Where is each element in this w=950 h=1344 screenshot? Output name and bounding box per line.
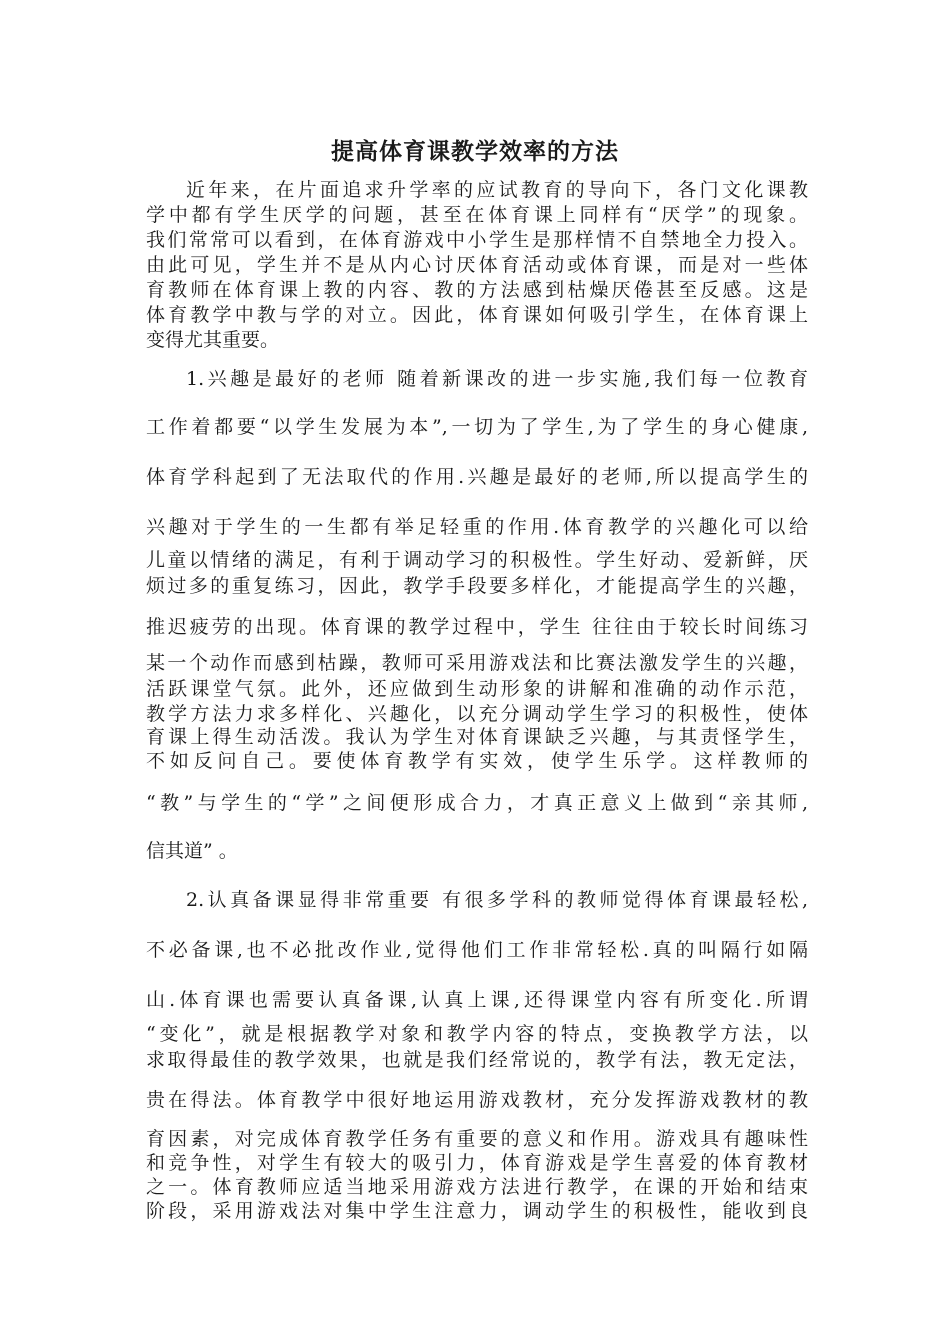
text-line: 推迟疲劳的出现。体育课的教学过程中，学生 往往由于较长时间练习 <box>146 616 808 638</box>
text-line: 育因素，对完成体育教学任务有重要的意义和作用。游戏具有趣味性 <box>146 1128 808 1150</box>
text-line: 育课上得生动活泼。我认为学生对体育课缺乏兴趣，与其责怪学生， <box>146 726 808 748</box>
page-title: 提高体育课教学效率的方法 <box>331 138 619 165</box>
text-line: 阶段，采用游戏法对集中学生注意力，调动学生的积极性，能收到良 <box>146 1200 808 1222</box>
text-line: 某一个动作而感到枯躁，教师可采用游戏法和比赛法激发学生的兴趣， <box>146 652 808 674</box>
text-line: 兴趣对于学生的一生都有举足轻重的作用.体育教学的兴趣化可以给 <box>146 516 808 538</box>
text-line: 不必备课,也不必批改作业,觉得他们工作非常轻松.真的叫隔行如隔 <box>146 939 808 961</box>
text-line: 学中都有学生厌学的问题，甚至在体育课上同样有“厌学”的现象。 <box>146 204 808 226</box>
text-line: 2.认真备课显得非常重要 有很多学科的教师觉得体育课最轻松, <box>186 889 808 911</box>
text-line: 体育学科起到了无法取代的作用.兴趣是最好的老师,所以提高学生的 <box>146 466 808 488</box>
text-line: “教”与学生的“学”之间便形成合力，才真正意义上做到“亲其师, <box>146 792 808 814</box>
text-line: 活跃课堂气氛。此外，还应做到生动形象的讲解和准确的动作示范， <box>146 678 808 700</box>
text-line: 育教师在体育课上教的内容、教的方法感到枯燥厌倦甚至反感。这是 <box>146 279 808 301</box>
text-line: “变化”，就是根据教学对象和教学内容的特点，变换教学方法，以 <box>146 1023 808 1045</box>
text-line: 体育教学中教与学的对立。因此，体育课如何吸引学生，在体育课上 <box>146 304 808 326</box>
text-line: 求取得最佳的教学效果，也就是我们经常说的，教学有法，教无定法， <box>146 1049 808 1071</box>
text-line: 1.兴趣是最好的老师 随着新课改的进一步实施,我们每一位教育 <box>186 368 808 390</box>
text-line: 儿童以情绪的满足，有利于调动学习的积极性。学生好动、爱新鲜，厌 <box>146 549 808 571</box>
text-line: 和竞争性，对学生有较大的吸引力，体育游戏是学生喜爱的体育教材 <box>146 1152 808 1174</box>
text-line: 工作着都要“以学生发展为本”,一切为了学生,为了学生的身心健康, <box>146 416 808 438</box>
text-line: 山.体育课也需要认真备课,认真上课,还得课堂内容有所变化.所谓 <box>146 989 808 1011</box>
text-line: 变得尤其重要。 <box>146 329 280 351</box>
text-line: 由此可见，学生并不是从内心讨厌体育活动或体育课，而是对一些体 <box>146 254 808 276</box>
text-line: 我们常常可以看到，在体育游戏中小学生是那样情不自禁地全力投入。 <box>146 229 808 251</box>
text-line: 贵在得法。体育教学中很好地运用游戏教材，充分发挥游戏教材的教 <box>146 1089 808 1111</box>
text-line: 信其道” 。 <box>146 840 238 862</box>
text-line: 近年来，在片面追求升学率的应试教育的导向下，各门文化课教 <box>186 179 808 201</box>
text-line: 不如反问自己。要使体育教学有实效，使学生乐学。这样教师的 <box>146 750 808 772</box>
text-line: 教学方法力求多样化、兴趣化，以充分调动学生学习的积极性，使体 <box>146 703 808 725</box>
text-line: 烦过多的重复练习，因此，教学手段要多样化，才能提高学生的兴趣， <box>146 575 808 597</box>
text-line: 之一。体育教师应适当地采用游戏方法进行教学，在课的开始和结束 <box>146 1176 808 1198</box>
